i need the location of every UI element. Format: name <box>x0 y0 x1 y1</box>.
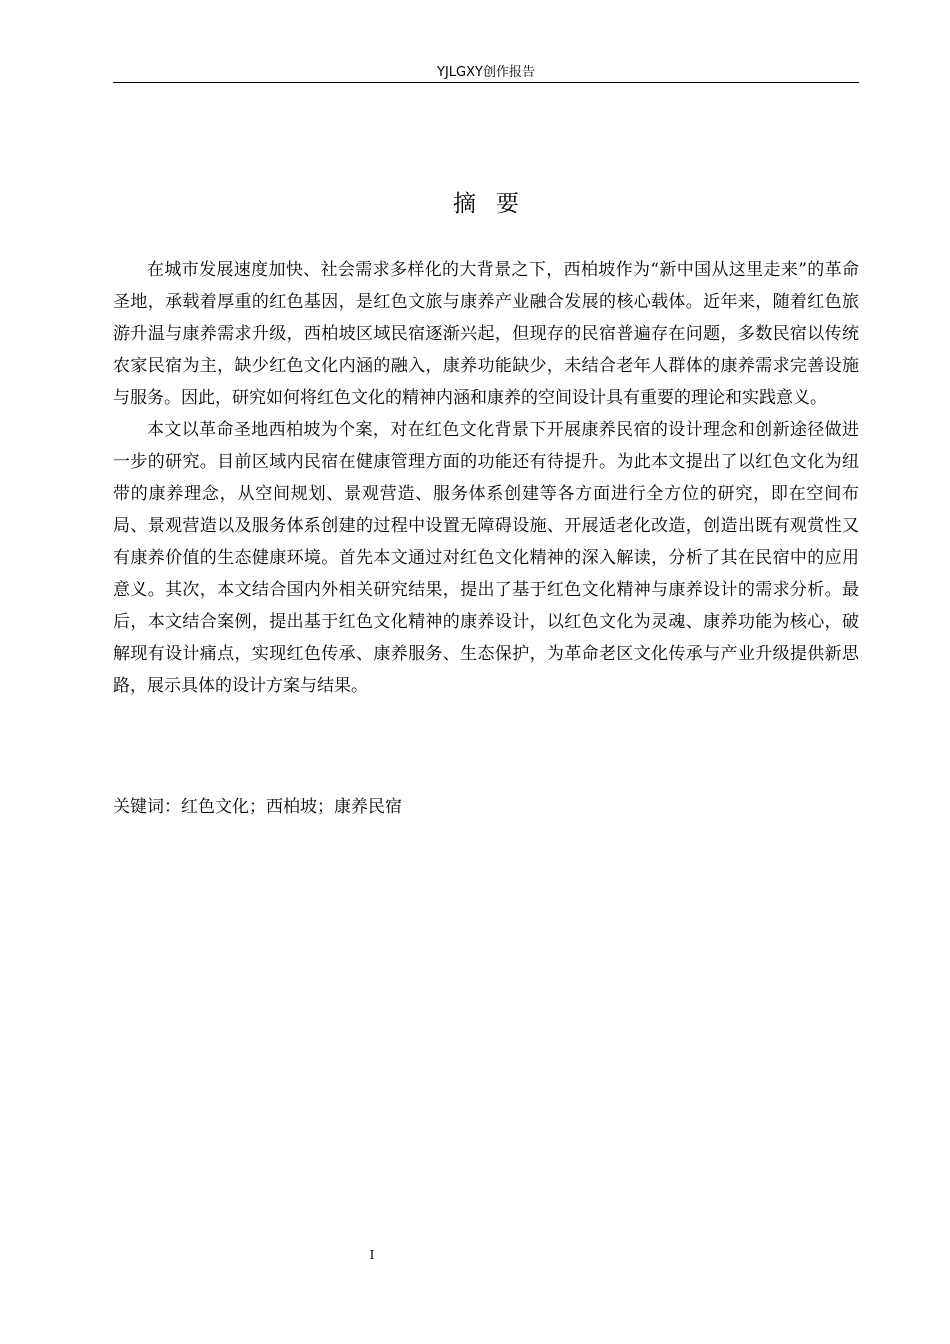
abstract-title: 摘要 <box>453 191 539 217</box>
abstract-paragraph-2: 本文以革命圣地西柏坡为个案，对在红色文化背景下开展康养民宿的设计理念和创新途径做进一步的研究。目前区域内民宿在健康管理方面的功能还有待提升。为此本文提出了以红色文化为纽带的康养理念，从空间规划、景观营造、服务体系创建等各方面进行全方位的研究，即在空间布局、景观营造以及服务体系创建的过程中设置无障碍设施、开展适老化改造，创造出既有观赏性又有康养价值的生态健康环境。首先本文通过对红色文化精神的深入解读，分析了其在民宿中的应用意义。其次，本文结合国内外相关研究结果，提出了基于红色文化精神与康养设计的需求分析。最后，本文结合案例，提出基于红色文化精神的康养设计，以红色文化为灵魂、康养功能为核心，破解现有设计痛点，实现红色传承、康养服务、生态保护，为革命老区文化传承与产业升级提供新思路，展示具体的设计方案与结果。 <box>113 420 859 696</box>
keywords-line <box>113 792 859 822</box>
header-text: YJLGXY创作报告 <box>437 65 535 80</box>
abstract-body <box>113 254 859 702</box>
keywords-label: 关键词： <box>113 797 181 817</box>
page-number: I <box>369 1248 375 1262</box>
keywords-values: 红色文化；西柏坡；康养民宿 <box>181 797 402 817</box>
abstract-paragraph-1: 在城市发展速度加快、社会需求多样化的大背景之下，西柏坡作为“新中国从这里走来”的革命圣地，承载着厚重的红色基因，是红色文旅与康养产业融合发展的核心载体。近年来，随着红色旅游升温与康养需求升级，西柏坡区域民宿逐渐兴起，但现存的民宿普遍存在问题，多数民宿以传统农家民宿为主，缺少红色文化内涵的融入，康养功能缺少，未结合老年人群体的康养需求完善设施与服务。因此，研究如何将红色文化的精神内涵和康养的空间设计具有重要的理论和实践意义。 <box>113 260 859 408</box>
page-header <box>113 64 859 83</box>
